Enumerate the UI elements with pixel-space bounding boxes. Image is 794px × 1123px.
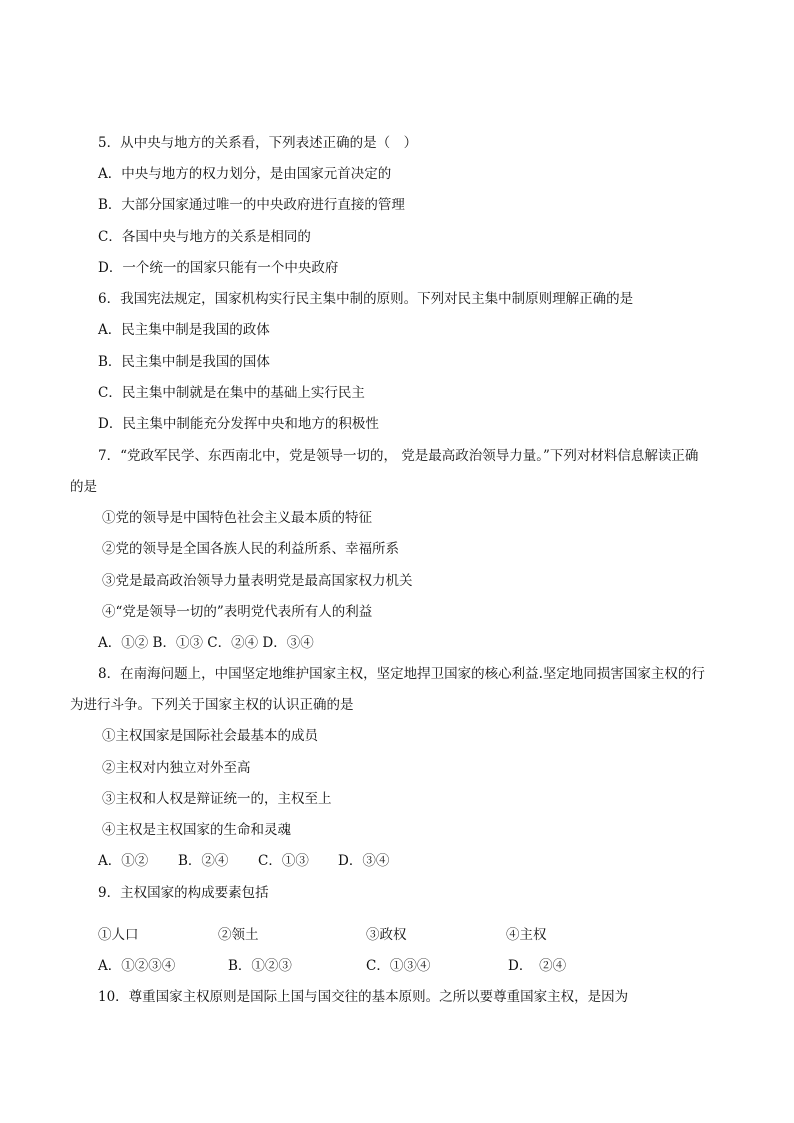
question-7-statement-4: ④“党是领导一切的”表明党代表所有人的利益 <box>102 604 373 620</box>
question-6-option-a: A．民主集中制是我国的政体 <box>98 322 270 338</box>
question-9-stem: 9．主权国家的构成要素包括 <box>98 885 269 901</box>
question-9-element-2: ②领土 <box>218 927 259 943</box>
question-8-statement-1: ①主权国家是国际社会最基本的成员 <box>102 728 318 744</box>
question-7-statement-2: ②党的领导是全国各族人民的利益所系、幸福所系 <box>102 541 399 557</box>
question-10-stem: 10．尊重国家主权原则是国际上国与国交往的基本原则。之所以要尊重国家主权，是因为 <box>98 989 629 1005</box>
question-6-option-d: D．民主集中制能充分发挥中央和地方的积极性 <box>98 416 379 432</box>
question-9-element-1: ①人口 <box>98 927 139 943</box>
question-8-statement-4: ④主权是主权国家的生命和灵魂 <box>102 822 291 838</box>
question-9-option-a: A．①②③④ <box>98 958 176 974</box>
question-7-statement-3: ③党是最高政治领导力量表明党是最高国家权力机关 <box>102 573 413 589</box>
question-9-option-d: D． ②④ <box>508 958 567 974</box>
question-5-option-c: C．各国中央与地方的关系是相同的 <box>98 229 311 245</box>
question-7-stem-line-2: 的是 <box>70 479 97 495</box>
question-7-stem-line-1: 7．“党政军民学、东西南北中，党是领导一切的， 党是最高政治领导力量。”下列对材料信息解读正确 <box>98 448 699 464</box>
question-7-statement-1: ①党的领导是中国特色社会主义最本质的特征 <box>102 510 372 526</box>
question-8-statement-2: ②主权对内独立对外至高 <box>102 760 251 776</box>
question-6-option-b: B．民主集中制是我国的国体 <box>98 354 270 370</box>
question-8-option-c: C．①③ <box>258 853 309 869</box>
question-5-option-a: A．中央与地方的权力划分，是由国家元首决定的 <box>98 166 392 182</box>
question-6-option-c: C．民主集中制就是在集中的基础上实行民主 <box>98 385 365 401</box>
question-9-element-3: ③政权 <box>366 927 407 943</box>
question-7-options: A．①② B．①③ C．②④ D．③④ <box>98 635 314 651</box>
question-8-statement-3: ③主权和人权是辩证统一的，主权至上 <box>102 791 332 807</box>
question-5-option-d: D．一个统一的国家只能有一个中央政府 <box>98 260 339 276</box>
question-8-stem-line-2: 为进行斗争。下列关于国家主权的认识正确的是 <box>70 697 354 713</box>
question-9-option-b: B．①②③ <box>228 958 292 974</box>
question-8-option-d: D．③④ <box>338 853 390 869</box>
question-8-option-b: B．②④ <box>178 853 229 869</box>
question-8-stem-line-1: 8．在南海问题上，中国坚定地维护国家主权，坚定地捍卫国家的核心利益.坚定地同损害国家主权的行 <box>98 666 705 682</box>
question-5-option-b: B．大部分国家通过唯一的中央政府进行直接的管理 <box>98 197 405 213</box>
question-8-option-a: A．①② <box>98 853 149 869</box>
question-9-element-4: ④主权 <box>506 927 547 943</box>
question-6-stem: 6．我国宪法规定，国家机构实行民主集中制的原则。下列对民主集中制原则理解正确的是 <box>98 291 634 307</box>
question-9-option-c: C．①③④ <box>366 958 431 974</box>
question-5-stem: 5．从中央与地方的关系看，下列表述正确的是（ ） <box>98 135 418 151</box>
